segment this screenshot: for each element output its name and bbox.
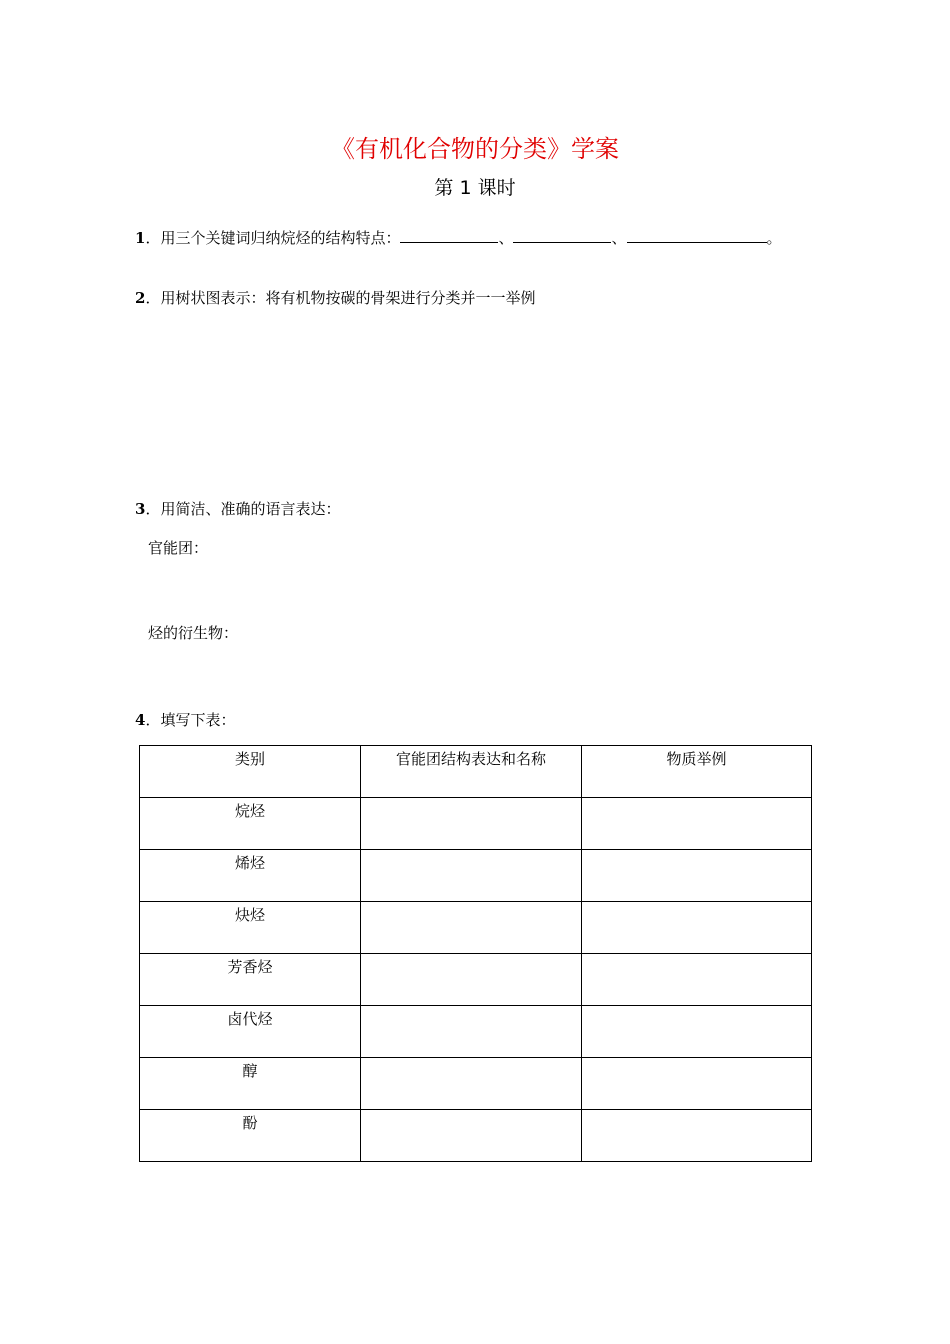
question-number: 2 (135, 289, 146, 307)
question-3: 3．用简洁、准确的语言表达： (135, 500, 341, 518)
table-row (140, 1006, 812, 1058)
functional-group-cell[interactable] (361, 954, 582, 1006)
question-number: 4 (135, 711, 146, 729)
derivative-prompt: 烃的衍生物： (148, 624, 239, 642)
example-cell[interactable] (582, 850, 812, 902)
table-row (140, 954, 812, 1006)
question-text: 用三个关键词归纳烷烃的结构特点： (160, 229, 401, 247)
example-cell[interactable] (582, 1006, 812, 1058)
example-cell[interactable] (582, 902, 812, 954)
functional-group-cell[interactable] (361, 850, 582, 902)
table-row (140, 798, 812, 850)
end-mark: 。 (766, 229, 782, 247)
row-category: 醇 (140, 1058, 361, 1110)
question-1: 1．用三个关键词归纳烷烃的结构特点： 、 、 。 (135, 226, 782, 249)
question-4: 4．填写下表： (135, 711, 236, 729)
table-row (140, 1058, 812, 1110)
row-category: 芳香烃 (140, 954, 361, 1006)
functional-group-prompt: 官能团： (148, 539, 209, 557)
example-cell[interactable] (582, 1110, 812, 1162)
row-category: 卤代烃 (140, 1006, 361, 1058)
row-category: 烯烃 (140, 850, 361, 902)
header-example: 物质举例 (582, 746, 812, 798)
separator: 、 (498, 229, 514, 247)
example-cell[interactable] (582, 1058, 812, 1110)
row-category: 烷烃 (140, 798, 361, 850)
example-cell[interactable] (582, 798, 812, 850)
functional-group-cell[interactable] (361, 1058, 582, 1110)
answer-blank-1[interactable] (400, 226, 498, 243)
row-category: 炔烃 (140, 902, 361, 954)
worksheet-title: 《有机化合物的分类》学案 (331, 135, 619, 163)
answer-blank-3[interactable] (627, 226, 767, 243)
table-row (140, 850, 812, 902)
lesson-subtitle: 第 1 课时 (434, 177, 516, 199)
table-row (140, 902, 812, 954)
functional-group-cell[interactable] (361, 798, 582, 850)
functional-group-cell[interactable] (361, 902, 582, 954)
table-row (140, 1110, 812, 1162)
question-number: 1 (135, 229, 146, 247)
question-2: 2．用树状图表示：将有机物按碳的骨架进行分类并一一举例 (135, 289, 536, 307)
separator: 、 (611, 229, 627, 247)
question-text: 填写下表： (160, 711, 236, 729)
functional-group-cell[interactable] (361, 1110, 582, 1162)
example-cell[interactable] (582, 954, 812, 1006)
table-header-row (140, 746, 812, 798)
header-category: 类别 (140, 746, 361, 798)
answer-blank-2[interactable] (513, 226, 611, 243)
question-number: 3 (135, 500, 146, 518)
header-functional-group: 官能团结构表达和名称 (361, 746, 582, 798)
question-text: 用简洁、准确的语言表达： (160, 500, 341, 518)
row-category: 酚 (140, 1110, 361, 1162)
functional-group-cell[interactable] (361, 1006, 582, 1058)
question-text: 用树状图表示：将有机物按碳的骨架进行分类并一一举例 (160, 289, 536, 307)
classification-table (139, 745, 812, 1162)
